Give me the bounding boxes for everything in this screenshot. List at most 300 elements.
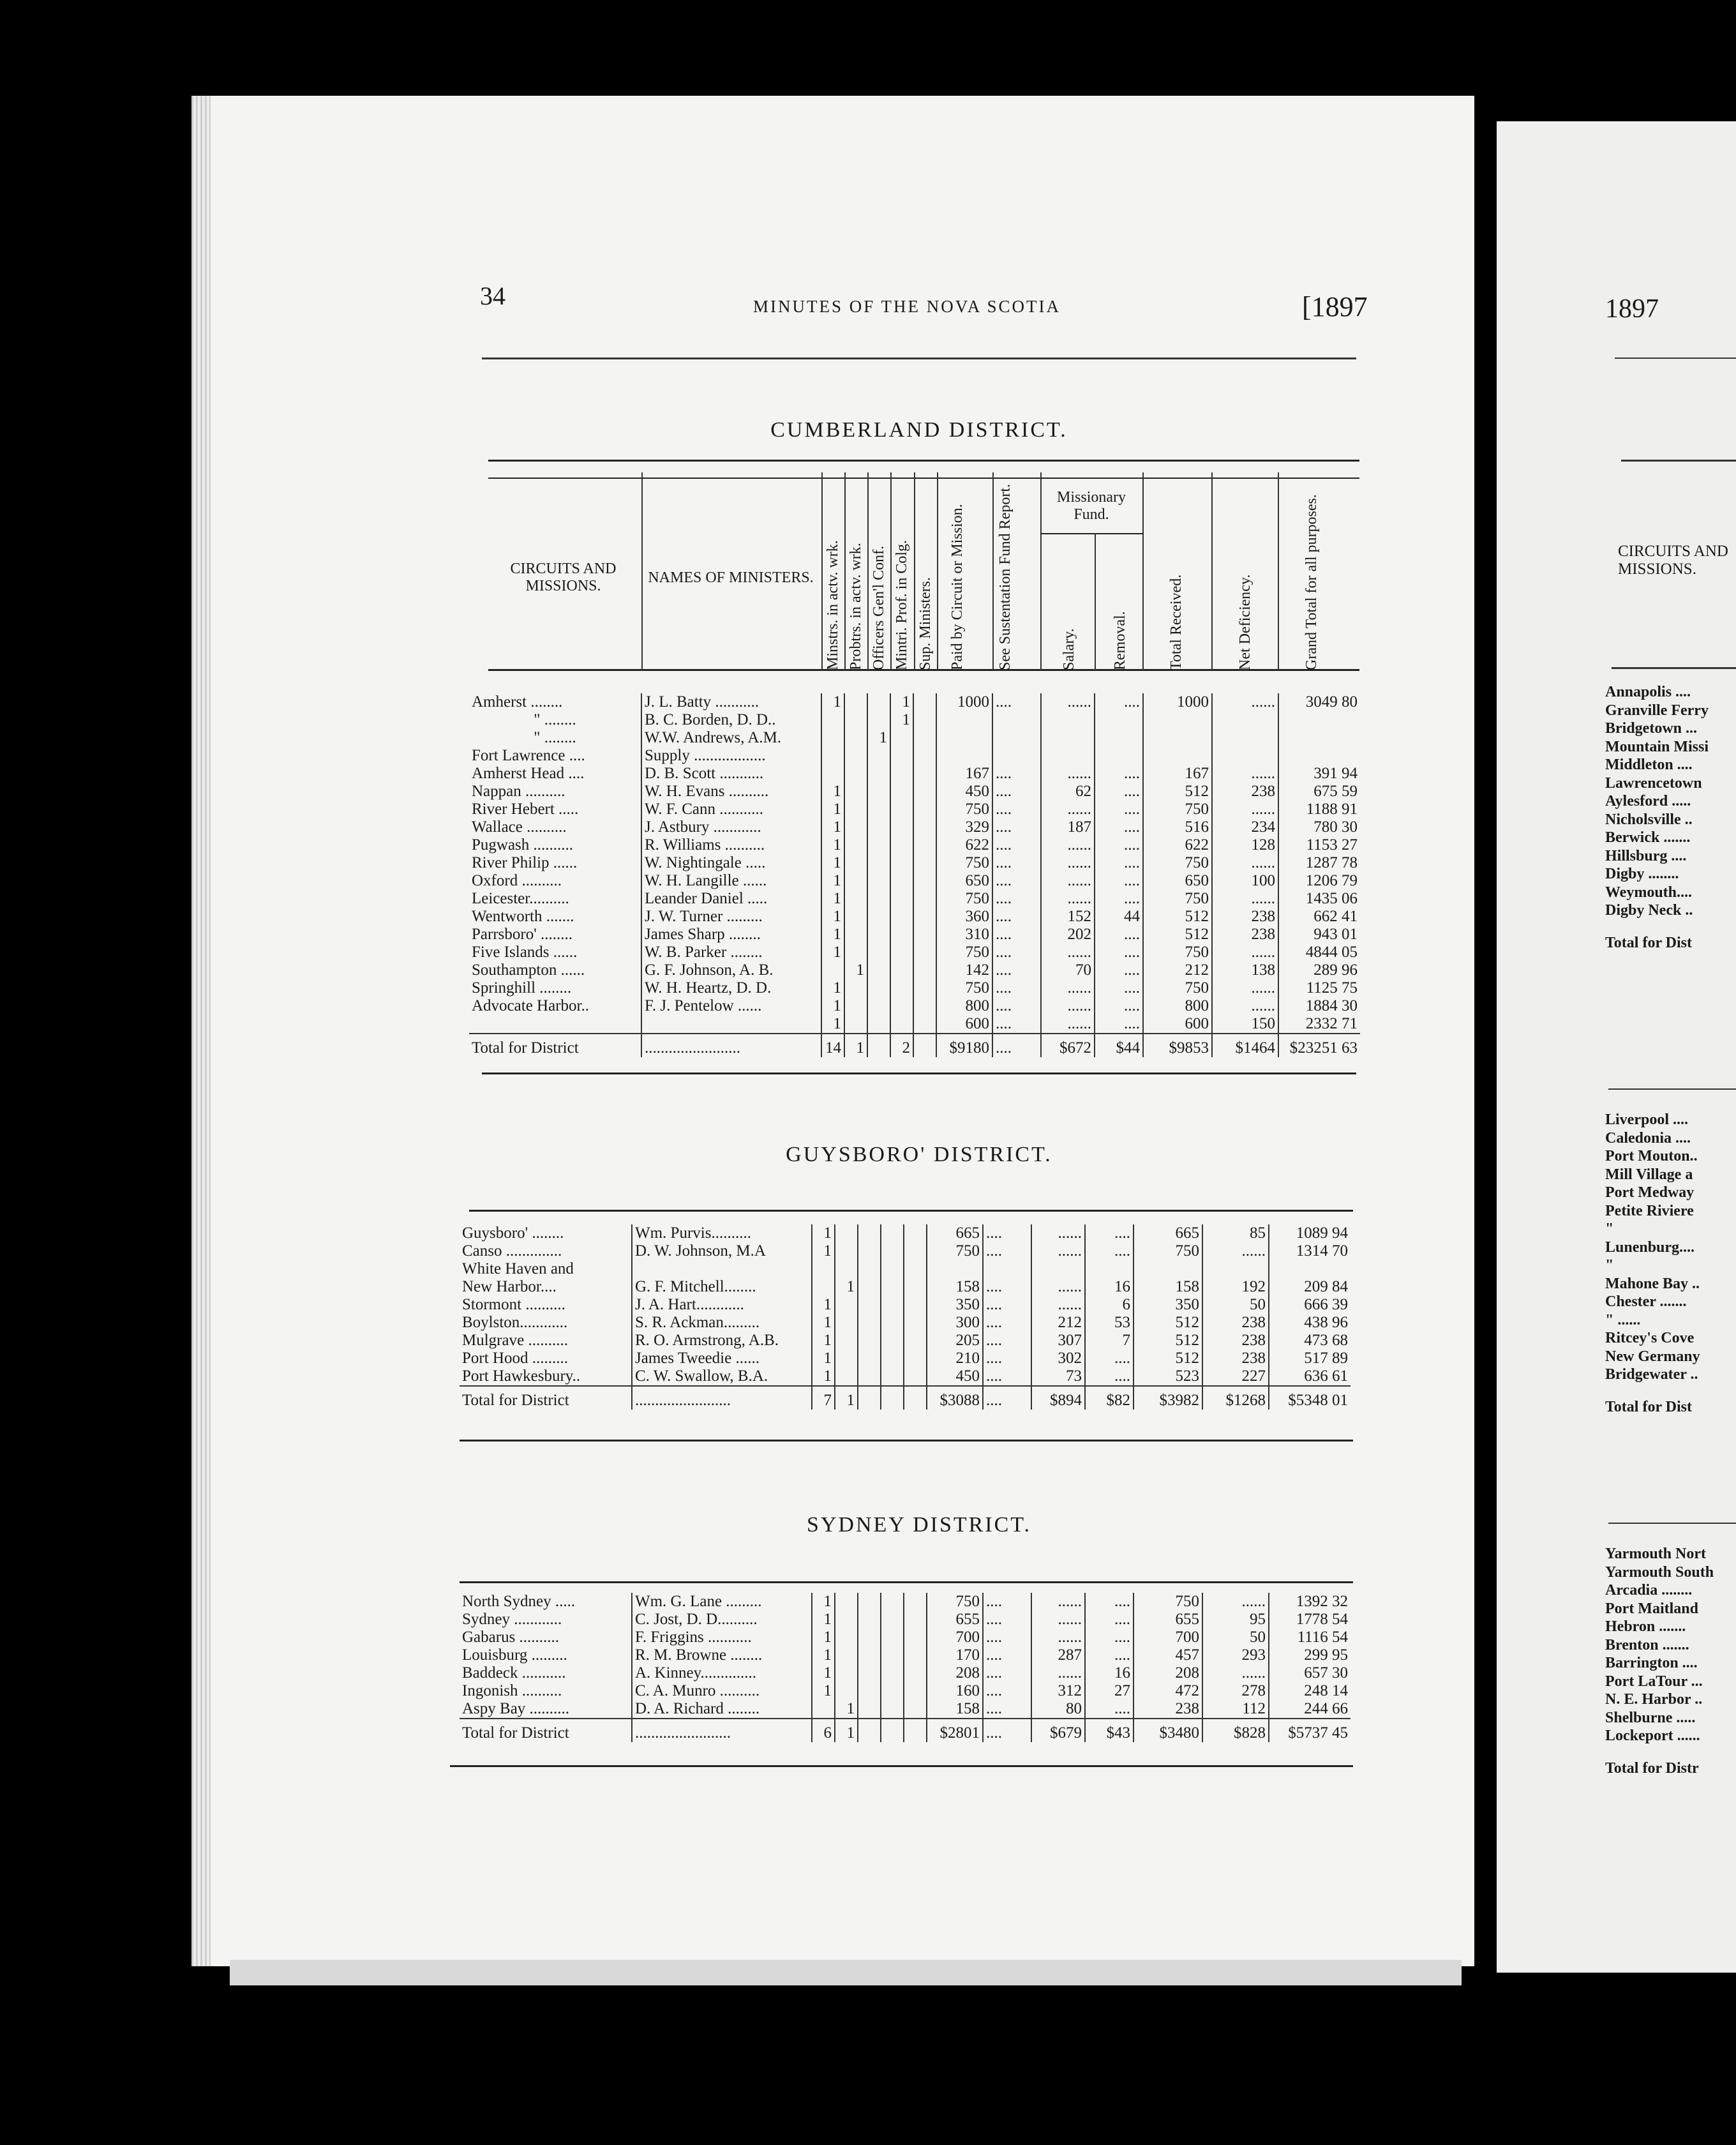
- cell: 1: [812, 1611, 835, 1629]
- cell: 238: [1212, 783, 1278, 801]
- cell: [858, 1629, 881, 1646]
- cell: ....: [983, 1611, 1031, 1629]
- cell: [890, 747, 913, 765]
- facing-list-item: New Germany: [1605, 1348, 1700, 1365]
- cell: [844, 908, 867, 926]
- guysboro-top-rule: [469, 1210, 1353, 1212]
- cell: 512: [1134, 1350, 1202, 1367]
- cell: 227: [1202, 1367, 1269, 1386]
- cell: 85: [1202, 1224, 1269, 1242]
- cell: 244 66: [1269, 1700, 1351, 1719]
- cell: [867, 961, 890, 979]
- cell: [858, 1682, 881, 1700]
- cell: 1: [821, 854, 844, 872]
- table-row: [460, 1260, 1351, 1278]
- cell: 310: [936, 926, 992, 944]
- cell: 158: [927, 1700, 983, 1719]
- cell: ....: [1085, 1224, 1134, 1242]
- cell: G. F. Mitchell........: [632, 1278, 812, 1296]
- hdr-div: [1211, 472, 1213, 670]
- cell: ......: [1041, 872, 1095, 890]
- cell: [1212, 729, 1278, 747]
- total-row: [460, 1386, 1351, 1410]
- facing-list-item: Hebron .......: [1605, 1618, 1686, 1635]
- cell: 62: [1041, 783, 1095, 801]
- cell: $828: [1202, 1719, 1269, 1742]
- cell: ....: [983, 1629, 1031, 1646]
- cell: Canso ..............: [462, 1242, 562, 1260]
- cell: [904, 1629, 927, 1646]
- cell: 238: [1202, 1314, 1269, 1332]
- cell: ....: [983, 1332, 1031, 1350]
- cell: ....: [983, 1278, 1031, 1296]
- hdr-div: [867, 472, 869, 670]
- facing-list-item: Arcadia ........: [1605, 1582, 1693, 1599]
- cell: [835, 1296, 858, 1314]
- cell: ....: [983, 1646, 1031, 1664]
- table-row: [469, 693, 1360, 711]
- facing-rule: [1615, 358, 1736, 359]
- cell: ....: [1085, 1350, 1134, 1367]
- cell: 450: [936, 783, 992, 801]
- cell: [858, 1367, 881, 1386]
- col-net-deficiency: Net Deficiency.: [1237, 574, 1253, 670]
- cell: [881, 1664, 904, 1682]
- cell: [904, 1278, 927, 1296]
- table-row: [460, 1664, 1351, 1682]
- cell: Guysboro' ........: [462, 1224, 564, 1242]
- sydney-table: [460, 1593, 1351, 1742]
- cell: 50: [1202, 1629, 1269, 1646]
- cell: [881, 1593, 904, 1611]
- cell: Mulgrave ..........: [462, 1332, 568, 1349]
- cell: 750: [1143, 944, 1212, 961]
- cell: ....: [983, 1719, 1031, 1742]
- table-row: [469, 765, 1360, 783]
- cell: $679: [1031, 1719, 1085, 1742]
- table-row: [469, 801, 1360, 818]
- cell: 675 59: [1278, 783, 1360, 801]
- facing-page-year: 1897: [1605, 294, 1659, 324]
- cell: ....: [992, 872, 1041, 890]
- table-row: [469, 729, 1360, 747]
- cell: Fort Lawrence ....: [472, 747, 585, 764]
- cell: [936, 747, 992, 765]
- cell: ........................: [632, 1386, 812, 1410]
- facing-list-item: Bridgewater ..: [1605, 1366, 1698, 1383]
- facing-list-item: Chester .......: [1605, 1293, 1687, 1310]
- cell: ......: [1041, 801, 1095, 818]
- cell: [881, 1350, 904, 1367]
- cell: ........................: [641, 1034, 821, 1057]
- cell: [844, 1015, 867, 1034]
- cell: ....: [992, 997, 1041, 1015]
- cell: [867, 997, 890, 1015]
- cell: C. W. Swallow, B.A.: [632, 1367, 812, 1386]
- cell: [867, 801, 890, 818]
- cell: 1: [821, 926, 844, 944]
- hdr-div: [821, 472, 823, 670]
- hdr-div: [1095, 533, 1096, 670]
- cell: [992, 747, 1041, 765]
- cell: [844, 801, 867, 818]
- cell: [890, 783, 913, 801]
- facing-list-item: Port Mouton..: [1605, 1148, 1698, 1164]
- cell: [844, 944, 867, 961]
- cell: 1: [812, 1350, 835, 1367]
- guysboro-table: [460, 1224, 1351, 1410]
- cell: North Sydney .....: [462, 1593, 576, 1610]
- cell: D. A. Richard ........: [632, 1700, 812, 1719]
- cell: [858, 1611, 881, 1629]
- hdr-div: [914, 472, 915, 670]
- cell: Total for District: [460, 1386, 632, 1410]
- cell: Southampton ......: [472, 961, 585, 979]
- cell: [858, 1350, 881, 1367]
- cell: [913, 801, 936, 818]
- cell: 650: [1143, 872, 1212, 890]
- cell: 750: [936, 944, 992, 961]
- page-number: 34: [480, 282, 505, 310]
- cell: ....: [1085, 1367, 1134, 1386]
- cell: ......: [1031, 1664, 1085, 1682]
- cell: [867, 783, 890, 801]
- cell: 152: [1041, 908, 1095, 926]
- cell: 600: [936, 1015, 992, 1034]
- facing-list-item: Mountain Missi: [1605, 738, 1709, 755]
- cell: [913, 783, 936, 801]
- cell: [927, 1260, 983, 1278]
- cell: 512: [1134, 1332, 1202, 1350]
- cell: 1: [890, 711, 913, 729]
- cell: [913, 1034, 936, 1057]
- cell: Supply ..................: [641, 747, 821, 765]
- cell: [867, 908, 890, 926]
- cell: ......: [1031, 1242, 1085, 1260]
- cell: G. F. Johnson, A. B.: [641, 961, 821, 979]
- hdr-div: [641, 472, 643, 670]
- cell: $9180: [936, 1034, 992, 1057]
- cell: 1: [821, 890, 844, 908]
- cell: ....: [983, 1242, 1031, 1260]
- cell: $3088: [927, 1386, 983, 1410]
- cell: W. H. Langille ......: [641, 872, 821, 890]
- cell: 750: [936, 801, 992, 818]
- cell: [881, 1278, 904, 1296]
- cell: 1884 30: [1278, 997, 1360, 1015]
- cell: 3049 80: [1278, 693, 1360, 711]
- facing-list-item: Bridgetown ...: [1605, 720, 1697, 737]
- cell: [844, 854, 867, 872]
- cell: 1: [812, 1314, 835, 1332]
- cell: $894: [1031, 1386, 1085, 1410]
- cell: [904, 1332, 927, 1350]
- cell: [1278, 711, 1360, 729]
- cell: [821, 747, 844, 765]
- cell: W. Nightingale .....: [641, 854, 821, 872]
- cell: [867, 1015, 890, 1034]
- facing-rule: [1621, 460, 1736, 462]
- cell: [881, 1700, 904, 1719]
- cell: ....: [992, 1015, 1041, 1034]
- facing-rule: [1608, 1088, 1736, 1090]
- cell: [913, 747, 936, 765]
- cell: [835, 1260, 858, 1278]
- cell: [913, 908, 936, 926]
- cell: [1143, 711, 1212, 729]
- facing-list-item: Digby Neck ..: [1605, 902, 1693, 919]
- cell: ....: [992, 926, 1041, 944]
- cell: 750: [1143, 854, 1212, 872]
- cell: 16: [1085, 1664, 1134, 1682]
- cell: 1000: [936, 693, 992, 711]
- facing-list-item: Barrington ....: [1605, 1655, 1698, 1671]
- cell: [821, 961, 844, 979]
- cell: F. Friggins ...........: [632, 1629, 812, 1646]
- cell: [867, 926, 890, 944]
- cell: 248 14: [1269, 1682, 1351, 1700]
- cell: ....: [992, 854, 1041, 872]
- cell: 50: [1202, 1296, 1269, 1314]
- table-row: [469, 944, 1360, 961]
- cell: 278: [1202, 1682, 1269, 1700]
- cell: ......: [1212, 979, 1278, 997]
- cell: 170: [927, 1646, 983, 1664]
- cell: Total for District: [460, 1719, 632, 1742]
- cell: [1278, 729, 1360, 747]
- cell: 655: [1134, 1611, 1202, 1629]
- cell: 238: [1134, 1700, 1202, 1719]
- cell: ....: [1095, 961, 1143, 979]
- col-sup-ministers: Sup. Ministers.: [917, 576, 934, 670]
- cell: [867, 890, 890, 908]
- cell: ....: [1095, 765, 1143, 783]
- cell: 6: [1085, 1296, 1134, 1314]
- cell: [1134, 1260, 1202, 1278]
- cell: Aspy Bay ..........: [462, 1700, 570, 1717]
- cell: 666 39: [1269, 1296, 1351, 1314]
- cell: [1095, 747, 1143, 765]
- cell: 350: [927, 1296, 983, 1314]
- cell: 438 96: [1269, 1314, 1351, 1332]
- hdr-div: [890, 472, 892, 670]
- cell: [1278, 747, 1360, 765]
- cell: Total for District: [469, 1034, 641, 1057]
- cell: [913, 997, 936, 1015]
- cell: ......: [1031, 1629, 1085, 1646]
- cell: [890, 997, 913, 1015]
- cell: ....: [992, 765, 1041, 783]
- cell: ......: [1031, 1593, 1085, 1611]
- cell: 158: [927, 1278, 983, 1296]
- cell: Oxford ..........: [472, 872, 562, 889]
- hdr-div: [1278, 472, 1279, 670]
- cell: 208: [927, 1664, 983, 1682]
- cell: J. W. Turner .........: [641, 908, 821, 926]
- cell: [867, 979, 890, 997]
- table-row: [469, 1015, 1360, 1034]
- cell: 238: [1202, 1350, 1269, 1367]
- cell: [890, 979, 913, 997]
- cell: [867, 693, 890, 711]
- cell: [913, 1015, 936, 1034]
- running-title: MINUTES OF THE NOVA SCOTIA: [753, 297, 1061, 316]
- cell: 750: [936, 979, 992, 997]
- cell: [1212, 711, 1278, 729]
- cell: Baddeck ...........: [462, 1664, 566, 1682]
- cell: 1: [844, 1034, 867, 1057]
- cell: [992, 729, 1041, 747]
- facing-rule: [1612, 667, 1736, 669]
- cell: ....: [992, 818, 1041, 836]
- cell: [867, 836, 890, 854]
- cell: 1188 91: [1278, 801, 1360, 818]
- table-row: [469, 872, 1360, 890]
- cell: ......: [1212, 890, 1278, 908]
- table-row: [469, 997, 1360, 1015]
- cell: 1: [835, 1700, 858, 1719]
- cell: 1: [821, 908, 844, 926]
- cell: [904, 1611, 927, 1629]
- cell: $2801: [927, 1719, 983, 1742]
- cell: R. O. Armstrong, A.B.: [632, 1332, 812, 1350]
- cumberland-bottom-rule: [482, 1072, 1356, 1074]
- cell: ....: [1095, 818, 1143, 836]
- cell: $82: [1085, 1386, 1134, 1410]
- cell: 750: [1143, 979, 1212, 997]
- cell: 517 89: [1269, 1350, 1351, 1367]
- cell: ....: [983, 1314, 1031, 1332]
- cell: [835, 1332, 858, 1350]
- cell: 665: [1134, 1224, 1202, 1242]
- cell: ....: [1085, 1593, 1134, 1611]
- cell: 1: [821, 818, 844, 836]
- cell: ....: [983, 1593, 1031, 1611]
- cell: [844, 747, 867, 765]
- cell: 307: [1031, 1332, 1085, 1350]
- cell: ....: [1085, 1629, 1134, 1646]
- cell: $1268: [1202, 1386, 1269, 1410]
- cell: 4844 05: [1278, 944, 1360, 961]
- cell: [890, 801, 913, 818]
- cell: Wallace ..........: [472, 818, 567, 836]
- facing-list-item: ": [1605, 1257, 1614, 1274]
- cell: [992, 711, 1041, 729]
- cell: [890, 729, 913, 747]
- cell: ....: [992, 908, 1041, 926]
- cell: 1089 94: [1269, 1224, 1351, 1242]
- cell: J. Astbury ............: [641, 818, 821, 836]
- cell: A. Kinney..............: [632, 1664, 812, 1682]
- cell: ....: [1095, 854, 1143, 872]
- cell: [867, 944, 890, 961]
- cell: ......: [1212, 765, 1278, 783]
- cell: [1143, 729, 1212, 747]
- cell: 150: [1212, 1015, 1278, 1034]
- cell: [890, 890, 913, 908]
- cell: [936, 729, 992, 747]
- cell: [904, 1593, 927, 1611]
- cell: 750: [927, 1593, 983, 1611]
- cell: 128: [1212, 836, 1278, 854]
- col-missionary-fund: Missionary Fund.: [1057, 489, 1126, 523]
- cell: ....: [983, 1367, 1031, 1386]
- cell: ......: [1212, 854, 1278, 872]
- cell: [904, 1296, 927, 1314]
- cell: [913, 961, 936, 979]
- facing-rule: [1608, 1523, 1736, 1524]
- cell: [881, 1386, 904, 1410]
- cell: ....: [1095, 997, 1143, 1015]
- cell: 450: [927, 1367, 983, 1386]
- cell: [858, 1278, 881, 1296]
- cell: [881, 1646, 904, 1664]
- cell: 187: [1041, 818, 1095, 836]
- cell: 202: [1041, 926, 1095, 944]
- cell: [1041, 747, 1095, 765]
- facing-list-item: Port Maitland: [1605, 1600, 1698, 1617]
- cell: 138: [1212, 961, 1278, 979]
- facing-list-item: Total for Dist: [1605, 1398, 1693, 1415]
- cell: [844, 890, 867, 908]
- table-row: [460, 1700, 1351, 1719]
- cell: B. C. Borden, D. D..: [641, 711, 821, 729]
- cell: 287: [1031, 1646, 1085, 1664]
- cell: [867, 747, 890, 765]
- cell: 512: [1143, 783, 1212, 801]
- facing-list-item: ": [1605, 1221, 1614, 1237]
- cell: [858, 1224, 881, 1242]
- cell: 1: [821, 872, 844, 890]
- cumberland-title: CUMBERLAND DISTRICT.: [770, 418, 1068, 442]
- cell: [904, 1700, 927, 1719]
- cell: Advocate Harbor..: [472, 997, 589, 1014]
- cell: J. A. Hart............: [632, 1296, 812, 1314]
- cell: 95: [1202, 1611, 1269, 1629]
- cell: $1464: [1212, 1034, 1278, 1057]
- cell: 523: [1134, 1367, 1202, 1386]
- cell: [858, 1332, 881, 1350]
- cell: [844, 836, 867, 854]
- cell: ....: [1095, 872, 1143, 890]
- cell: [821, 765, 844, 783]
- cell: Five Islands ......: [472, 944, 578, 961]
- facing-header: CIRCUITS AND MISSIONS.: [1618, 543, 1728, 578]
- page-year: [1897: [1302, 291, 1368, 322]
- cell: [881, 1242, 904, 1260]
- table-row: [469, 890, 1360, 908]
- facing-list-item: Hillsburg ....: [1605, 847, 1687, 864]
- cell: 800: [1143, 997, 1212, 1015]
- guysboro-title: GUYSBORO' DISTRICT.: [786, 1143, 1052, 1166]
- cell: 1: [867, 729, 890, 747]
- cell: Wm. G. Lane .........: [632, 1593, 812, 1611]
- cell: 1: [890, 693, 913, 711]
- cell: S. R. Ackman.........: [632, 1314, 812, 1332]
- table-row: [469, 979, 1360, 997]
- cell: 1: [835, 1386, 858, 1410]
- cell: [1212, 747, 1278, 765]
- guysboro-bottom-rule: [460, 1440, 1353, 1441]
- cell: Parrsboro' ........: [472, 926, 572, 943]
- cell: [867, 765, 890, 783]
- facing-list-item: Caledonia ....: [1605, 1129, 1691, 1147]
- cell: ....: [1095, 801, 1143, 818]
- cell: Wentworth .......: [472, 908, 574, 925]
- cell: [881, 1367, 904, 1386]
- cell: ......: [1041, 693, 1095, 711]
- table-row: [460, 1367, 1351, 1386]
